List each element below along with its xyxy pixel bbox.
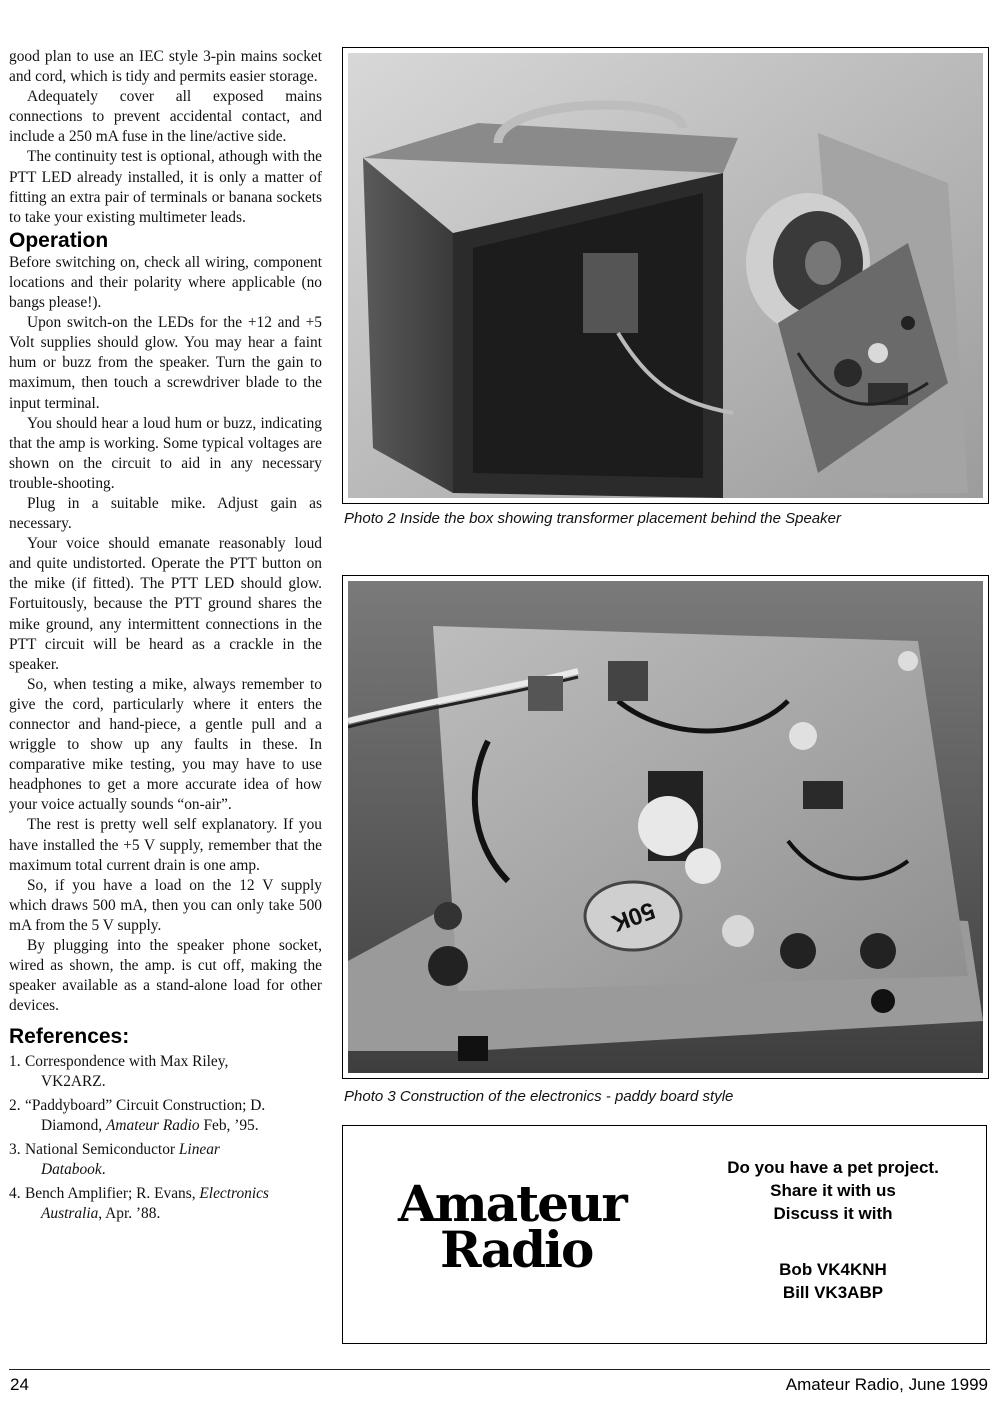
- body-paragraph: Adequately cover all exposed mains connections to prevent accidental contact, and include a 250 mA fuse in the line/active side.: [9, 88, 322, 146]
- logo-line-2: Radio: [440, 1220, 593, 1279]
- body-paragraph: Before switching on, check all wiring, component locations and their polarity where applicable (no bangs please!).: [9, 253, 322, 312]
- body-paragraph: The rest is pretty well self explanatory. If you have installed the +5 V supply, remember that the maximum total current drain is one amp.: [9, 816, 322, 874]
- reference-text: Feb, ’95.: [199, 1117, 259, 1135]
- reference-title: Linear: [178, 1141, 220, 1159]
- reference-text: Bench Amplifier; R. Evans,: [25, 1185, 200, 1203]
- advert-text: [688, 1156, 978, 1304]
- operation-heading: Operation: [9, 228, 109, 252]
- reference-text: “Paddyboard” Circuit Construction; D.: [25, 1097, 266, 1115]
- reference-number: 1.: [9, 1053, 21, 1071]
- reference-item: [9, 1096, 322, 1136]
- advert-line: Discuss it with: [773, 1204, 893, 1223]
- photo-3-image: [348, 581, 983, 1073]
- references-list: [9, 1052, 322, 1224]
- photo-2-image: [348, 53, 983, 498]
- body-paragraph: Plug in a suitable mike. Adjust gain as necessary.: [9, 494, 322, 533]
- body-paragraph: good plan to use an IEC style 3-pin mains socket and cord, which is tidy and permits easier storage.: [9, 48, 322, 86]
- pot-marking: 50K: [607, 896, 659, 937]
- body-paragraph: The continuity test is optional, athough with the PTT LED already installed, it is only a matter of fitting an extra pair of terminals or banana sockets to take your existing multimeter leads.: [9, 148, 322, 226]
- reference-text: Correspondence with Max Riley,: [25, 1053, 229, 1071]
- photo-3-illustration: [348, 581, 983, 1073]
- reference-number: 3.: [9, 1141, 21, 1159]
- page-number: 24: [10, 1375, 29, 1394]
- reference-title: Databook: [41, 1161, 102, 1179]
- body-paragraph: Your voice should emanate reasonably loud and quite undistorted. Operate the PTT button on the mike (if fitted). The PTT LED should glow. Fortuitously, because the PTT ground shares the mike ground, any intermittent connections in the PTT circuit will be heard as a crackle in the speaker.: [9, 535, 322, 673]
- body-paragraph: Upon switch-on the LEDs for the +12 and +5 Volt supplies should glow. You may hear a faint hum or buzz from the speaker. Turn the gain to maximum, then touch a screwdriver blade to the input terminal.: [9, 314, 322, 412]
- photo-2-frame: [342, 47, 989, 504]
- reference-number: 2.: [9, 1097, 21, 1115]
- reference-text: , Apr. ’88.: [98, 1205, 161, 1223]
- advert-contact: Bob VK4KNH: [779, 1260, 887, 1279]
- reference-item: [9, 1052, 322, 1092]
- reference-text: National Semiconductor: [25, 1141, 179, 1159]
- references-heading: References:: [9, 1025, 130, 1049]
- photo-2-illustration: [348, 53, 983, 498]
- footer-rule: [9, 1369, 990, 1370]
- logo-line-1: Amateur: [398, 1174, 626, 1233]
- reference-text: Diamond,: [41, 1117, 106, 1135]
- reference-text: .: [101, 1161, 106, 1179]
- reference-title: Electronics: [199, 1185, 269, 1203]
- photo-3-caption: Photo 3 Construction of the electronics - paddy board style: [344, 1088, 734, 1105]
- reference-text: VK2ARZ.: [41, 1073, 106, 1091]
- advert-line: Share it with us: [770, 1181, 896, 1200]
- reference-title: Amateur Radio: [105, 1117, 200, 1135]
- body-paragraph: You should hear a loud hum or buzz, indicating that the amp is working. Some typical voltages are shown on the circuit to aid in any necessary trouble-shooting.: [9, 414, 322, 492]
- advert-contact: Bill VK3ABP: [782, 1283, 884, 1302]
- body-paragraph: So, when testing a mike, always remember to give the cord, particularly where it enters the connector and hand-piece, a gentle pull and a wriggle to show up any faults in these. In comparative mike testing, you may have to use headphones to get a more accurate idea of how your voice actually sounds “on-air”.: [9, 675, 322, 814]
- body-paragraph: So, if you have a load on the 12 V supply which draws 500 mA, then you can only take 500 mA from the 5 V supply.: [9, 876, 322, 934]
- publication-line: Amateur Radio, June 1999: [785, 1375, 988, 1394]
- reference-item: [9, 1140, 322, 1180]
- photo-2-caption: Photo 2 Inside the box showing transformer placement behind the Speaker: [344, 510, 841, 527]
- photo-3-frame: [342, 575, 989, 1079]
- advert-line: Do you have a pet project.: [727, 1158, 939, 1177]
- pet-project-advert: [342, 1125, 987, 1344]
- reference-title: Australia: [41, 1205, 99, 1223]
- body-paragraph: By plugging into the speaker phone socket, wired as shown, the amp. is cut off, making the speaker available as a stand-alone load for other devices.: [9, 937, 322, 1015]
- amateur-radio-logo: [398, 1174, 626, 1279]
- left-column: [9, 47, 322, 1228]
- reference-number: 4.: [9, 1185, 21, 1203]
- reference-item: [9, 1184, 322, 1224]
